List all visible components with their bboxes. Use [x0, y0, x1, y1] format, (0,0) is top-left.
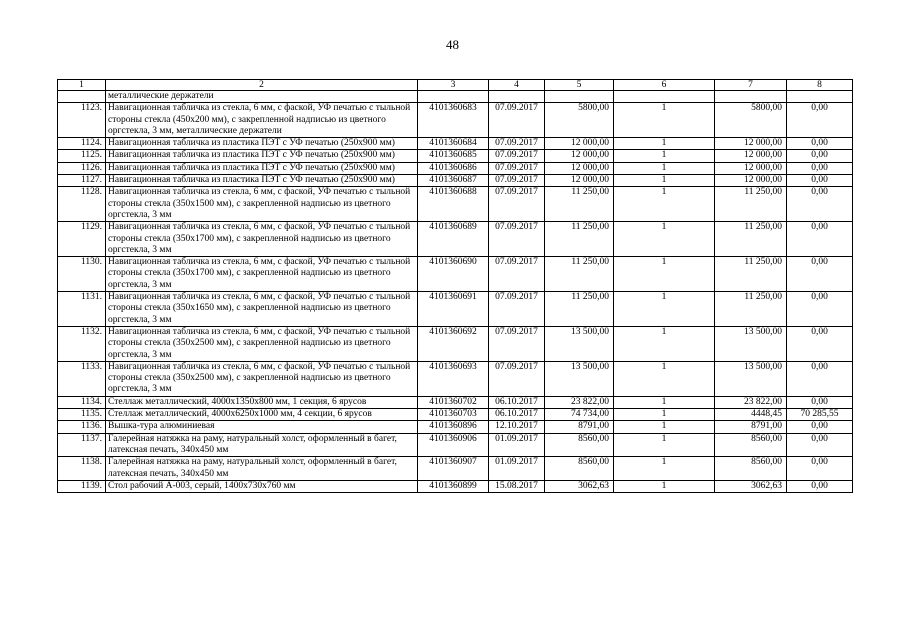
header-col-4: 4: [489, 80, 545, 91]
inventory-number: 4101360906: [418, 433, 489, 457]
table-header: [58, 80, 853, 91]
residual-value: 0,00: [787, 257, 853, 292]
acquisition-date: 07.09.2017: [489, 326, 545, 361]
table-row: [58, 433, 853, 457]
depreciation-amount: 13 500,00: [715, 361, 787, 396]
item-description: Стол рабочий А-003, серый, 1400x730x760 мм: [106, 480, 418, 492]
header-col-7: 7: [715, 80, 787, 91]
inventory-number: 4101360685: [418, 150, 489, 162]
acquisition-date: 07.09.2017: [489, 187, 545, 222]
item-description: Навигационная табличка из стекла, 6 мм, с фаской, УФ печатью с тыльной стороны стекла (350x2500 мм), с закрепленной надписью из цветного оргстекла, 3 мм: [106, 326, 418, 361]
item-description: Навигационная табличка из пластика ПЭТ с УФ печатью (250x900 мм): [106, 138, 418, 150]
acquisition-date: 07.09.2017: [489, 138, 545, 150]
table-row: [58, 150, 853, 162]
residual-value: 0,00: [787, 187, 853, 222]
header-col-2: 2: [106, 80, 418, 91]
item-description: Навигационная табличка из стекла, 6 мм, с фаской, УФ печатью с тыльной стороны стекла (350x1700 мм), с закрепленной надписью из цветного оргстекла, 3 мм: [106, 222, 418, 257]
acquisition-date: 07.09.2017: [489, 361, 545, 396]
item-description: Навигационная табличка из пластика ПЭТ с УФ печатью (250x900 мм): [106, 162, 418, 174]
quantity: 1: [614, 162, 715, 174]
unit-price: 11 250,00: [545, 257, 614, 292]
quantity: 1: [614, 292, 715, 327]
quantity: 1: [614, 396, 715, 408]
inventory-number: 4101360691: [418, 292, 489, 327]
continuation-empty-4: [489, 91, 545, 103]
depreciation-amount: 12 000,00: [715, 150, 787, 162]
quantity: 1: [614, 138, 715, 150]
quantity: 1: [614, 361, 715, 396]
table-row: [58, 138, 853, 150]
acquisition-date: 01.09.2017: [489, 457, 545, 481]
acquisition-date: 07.09.2017: [489, 175, 545, 187]
depreciation-amount: 5800,00: [715, 103, 787, 138]
depreciation-amount: 8560,00: [715, 433, 787, 457]
quantity: 1: [614, 187, 715, 222]
unit-price: 12 000,00: [545, 175, 614, 187]
quantity: 1: [614, 222, 715, 257]
acquisition-date: 07.09.2017: [489, 162, 545, 174]
inventory-table: [57, 79, 853, 493]
inventory-number: 4101360688: [418, 187, 489, 222]
header-col-3: 3: [418, 80, 489, 91]
table-row: [58, 480, 853, 492]
table-row: [58, 457, 853, 481]
table-body: [58, 91, 853, 493]
residual-value: 0,00: [787, 150, 853, 162]
unit-price: 13 500,00: [545, 361, 614, 396]
row-number: 1131.: [58, 292, 106, 327]
residual-value: 0,00: [787, 175, 853, 187]
unit-price: 3062,63: [545, 480, 614, 492]
continuation-desc: металлические держатели: [106, 91, 418, 103]
row-number: 1135.: [58, 409, 106, 421]
header-col-1: 1: [58, 80, 106, 91]
unit-price: 8791,00: [545, 421, 614, 433]
item-description: Навигационная табличка из стекла, 6 мм, с фаской, УФ печатью с тыльной стороны стекла (350x1500 мм), с закрепленной надписью из цветного оргстекла, 3 мм: [106, 187, 418, 222]
table-row: [58, 257, 853, 292]
unit-price: 11 250,00: [545, 187, 614, 222]
quantity: 1: [614, 175, 715, 187]
item-description: Навигационная табличка из пластика ПЭТ с УФ печатью (250x900 мм): [106, 175, 418, 187]
table-row: [58, 361, 853, 396]
acquisition-date: 15.08.2017: [489, 480, 545, 492]
acquisition-date: 07.09.2017: [489, 150, 545, 162]
row-number: 1130.: [58, 257, 106, 292]
quantity: 1: [614, 457, 715, 481]
residual-value: 0,00: [787, 162, 853, 174]
residual-value: 0,00: [787, 396, 853, 408]
residual-value: 0,00: [787, 457, 853, 481]
row-number: 1139.: [58, 480, 106, 492]
depreciation-amount: 4448,45: [715, 409, 787, 421]
row-number: 1133.: [58, 361, 106, 396]
depreciation-amount: 8560,00: [715, 457, 787, 481]
table-row: [58, 222, 853, 257]
depreciation-amount: 11 250,00: [715, 257, 787, 292]
inventory-number: 4101360896: [418, 421, 489, 433]
depreciation-amount: 13 500,00: [715, 326, 787, 361]
table-row: [58, 326, 853, 361]
item-description: Навигационная табличка из стекла, 6 мм, с фаской, УФ печатью с тыльной стороны стекла (350x2500 мм), с закрепленной надписью из цветного оргстекла, 3 мм: [106, 361, 418, 396]
unit-price: 12 000,00: [545, 162, 614, 174]
depreciation-amount: 23 822,00: [715, 396, 787, 408]
residual-value: 0,00: [787, 292, 853, 327]
row-number: 1138.: [58, 457, 106, 481]
inventory-number: 4101360692: [418, 326, 489, 361]
row-number: 1123.: [58, 103, 106, 138]
row-number: 1127.: [58, 175, 106, 187]
acquisition-date: 07.09.2017: [489, 292, 545, 327]
continuation-empty-7: [715, 91, 787, 103]
quantity: 1: [614, 103, 715, 138]
inventory-number: 4101360693: [418, 361, 489, 396]
table-row: [58, 409, 853, 421]
inventory-number: 4101360907: [418, 457, 489, 481]
item-description: Навигационная табличка из пластика ПЭТ с УФ печатью (250x900 мм): [106, 150, 418, 162]
header-col-6: 6: [614, 80, 715, 91]
unit-price: 74 734,00: [545, 409, 614, 421]
quantity: 1: [614, 480, 715, 492]
quantity: 1: [614, 433, 715, 457]
unit-price: 11 250,00: [545, 222, 614, 257]
depreciation-amount: 12 000,00: [715, 162, 787, 174]
acquisition-date: 12.10.2017: [489, 421, 545, 433]
depreciation-amount: 12 000,00: [715, 175, 787, 187]
row-number: 1125.: [58, 150, 106, 162]
inventory-number: 4101360686: [418, 162, 489, 174]
row-number: 1136.: [58, 421, 106, 433]
depreciation-amount: 11 250,00: [715, 292, 787, 327]
residual-value: 0,00: [787, 421, 853, 433]
table-row: [58, 187, 853, 222]
quantity: 1: [614, 326, 715, 361]
table-row: [58, 396, 853, 408]
acquisition-date: 07.09.2017: [489, 257, 545, 292]
unit-price: 8560,00: [545, 457, 614, 481]
inventory-number: 4101360689: [418, 222, 489, 257]
row-number: 1134.: [58, 396, 106, 408]
unit-price: 12 000,00: [545, 138, 614, 150]
unit-price: 11 250,00: [545, 292, 614, 327]
item-description: Галерейная натяжка на раму, натуральный холст, оформленный в багет, латексная печать, 340x450 мм: [106, 433, 418, 457]
inventory-number: 4101360684: [418, 138, 489, 150]
residual-value: 0,00: [787, 326, 853, 361]
unit-price: 13 500,00: [545, 326, 614, 361]
item-description: Вышка-тура алюминиевая: [106, 421, 418, 433]
residual-value: 70 285,55: [787, 409, 853, 421]
acquisition-date: 06.10.2017: [489, 409, 545, 421]
continuation-row: [58, 91, 853, 103]
item-description: Навигационная табличка из стекла, 6 мм, с фаской, УФ печатью с тыльной стороны стекла (350x1650 мм), с закрепленной надписью из цветного оргстекла, 3 мм: [106, 292, 418, 327]
acquisition-date: 07.09.2017: [489, 103, 545, 138]
residual-value: 0,00: [787, 222, 853, 257]
table-row: [58, 175, 853, 187]
depreciation-amount: 8791,00: [715, 421, 787, 433]
row-number: 1129.: [58, 222, 106, 257]
table-row: [58, 162, 853, 174]
unit-price: 23 822,00: [545, 396, 614, 408]
continuation-num: [58, 91, 106, 103]
quantity: 1: [614, 421, 715, 433]
inventory-number: 4101360690: [418, 257, 489, 292]
header-col-8: 8: [787, 80, 853, 91]
row-number: 1126.: [58, 162, 106, 174]
table-row: [58, 103, 853, 138]
item-description: Стеллаж металлический, 4000x6250x1000 мм, 4 секции, 6 ярусов: [106, 409, 418, 421]
page-number: 48: [446, 37, 459, 52]
quantity: 1: [614, 257, 715, 292]
residual-value: 0,00: [787, 361, 853, 396]
inventory-number: 4101360702: [418, 396, 489, 408]
row-number: 1128.: [58, 187, 106, 222]
residual-value: 0,00: [787, 433, 853, 457]
row-number: 1132.: [58, 326, 106, 361]
acquisition-date: 06.10.2017: [489, 396, 545, 408]
item-description: Галерейная натяжка на раму, натуральный холст, оформленный в багет, латексная печать, 340x450 мм: [106, 457, 418, 481]
acquisition-date: 01.09.2017: [489, 433, 545, 457]
unit-price: 12 000,00: [545, 150, 614, 162]
quantity: 1: [614, 150, 715, 162]
continuation-empty-3: [418, 91, 489, 103]
unit-price: 8560,00: [545, 433, 614, 457]
item-description: Навигационная табличка из стекла, 6 мм, с фаской, УФ печатью с тыльной стороны стекла (450x200 мм), с закрепленной надписью из цветного оргстекла, 3 мм, металлические держатели: [106, 103, 418, 138]
inventory-number: 4101360703: [418, 409, 489, 421]
residual-value: 0,00: [787, 103, 853, 138]
inventory-number: 4101360683: [418, 103, 489, 138]
item-description: Стеллаж металлический, 4000x1350x800 мм, 1 секция, 6 ярусов: [106, 396, 418, 408]
depreciation-amount: 11 250,00: [715, 187, 787, 222]
row-number: 1124.: [58, 138, 106, 150]
table-row: [58, 292, 853, 327]
continuation-empty-8: [787, 91, 853, 103]
depreciation-amount: 12 000,00: [715, 138, 787, 150]
continuation-empty-6: [614, 91, 715, 103]
residual-value: 0,00: [787, 138, 853, 150]
header-col-5: 5: [545, 80, 614, 91]
table-row: [58, 421, 853, 433]
item-description: Навигационная табличка из стекла, 6 мм, с фаской, УФ печатью с тыльной стороны стекла (350x1700 мм), с закрепленной надписью из цветного оргстекла, 3 мм: [106, 257, 418, 292]
residual-value: 0,00: [787, 480, 853, 492]
inventory-number: 4101360899: [418, 480, 489, 492]
depreciation-amount: 3062,63: [715, 480, 787, 492]
header-row: [58, 80, 853, 91]
inventory-number: 4101360687: [418, 175, 489, 187]
quantity: 1: [614, 409, 715, 421]
unit-price: 5800,00: [545, 103, 614, 138]
continuation-empty-5: [545, 91, 614, 103]
depreciation-amount: 11 250,00: [715, 222, 787, 257]
row-number: 1137.: [58, 433, 106, 457]
acquisition-date: 07.09.2017: [489, 222, 545, 257]
